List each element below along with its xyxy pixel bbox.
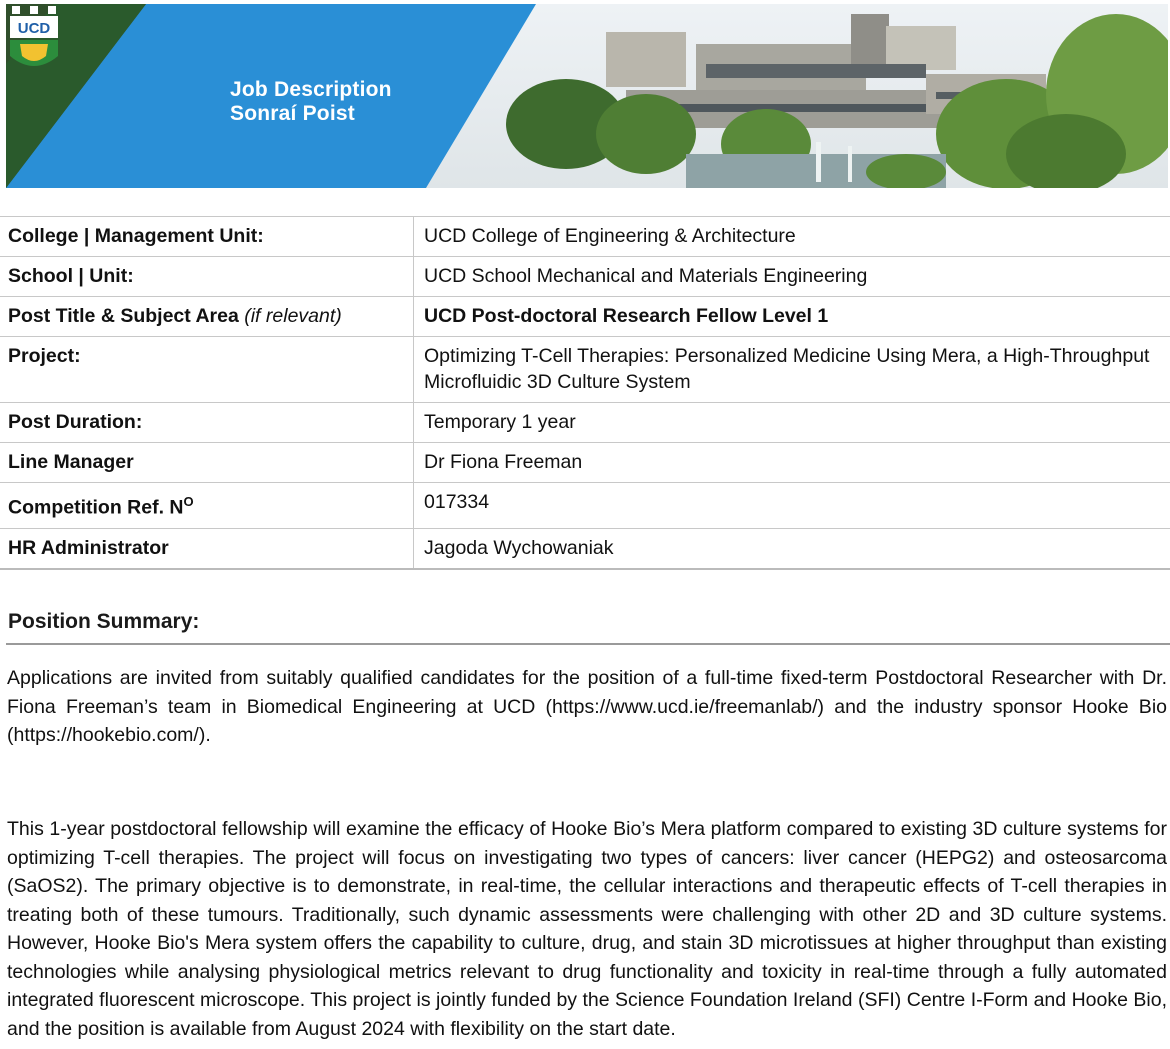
row-value: Temporary 1 year xyxy=(414,403,1170,443)
table-row xyxy=(0,443,1170,483)
row-value: Jagoda Wychowaniak xyxy=(414,528,1170,569)
table-row xyxy=(0,403,1170,443)
table-row xyxy=(0,217,1170,257)
summary-paragraph-1: Applications are invited from suitably qualified candidates for the position of a full-time fixed-term Postdoctoral Researcher with Dr. Fiona Freeman’s team in Biomedical Engineering at UCD (https://www.ucd.ie/freemanlab/) and the industry sponsor Hooke Bio (https://hookebio.com/). xyxy=(7,667,1167,746)
section-divider xyxy=(6,643,1170,645)
row-value: Dr Fiona Freeman xyxy=(414,443,1170,483)
campus-photo xyxy=(6,4,1168,188)
job-info-table xyxy=(0,216,1170,570)
ucd-crest-icon xyxy=(6,4,62,76)
post-title-label: Post Title & Subject Area xyxy=(8,305,239,327)
row-label: Project: xyxy=(0,337,414,403)
row-label: School | Unit: xyxy=(0,257,414,297)
table-row xyxy=(0,528,1170,569)
table-row xyxy=(0,257,1170,297)
table-row xyxy=(0,297,1170,337)
table-row xyxy=(0,337,1170,403)
row-value: UCD College of Engineering & Architecture xyxy=(414,217,1170,257)
banner-title-en: Job Description xyxy=(230,78,392,101)
row-label: HR Administrator xyxy=(0,528,414,569)
competition-ref-sup: O xyxy=(183,494,194,509)
crest-text: UCD xyxy=(17,20,51,37)
row-value: UCD School Mechanical and Materials Engineering xyxy=(414,257,1170,297)
row-label: College | Management Unit: xyxy=(0,217,414,257)
summary-paragraph-2: This 1-year postdoctoral fellowship will examine the efficacy of Hooke Bio’s Mera platform compared to existing 3D culture systems for optimizing T-cell therapies. The project will focus on investigating two types of cancers: liver cancer (HEPG2) and osteosarcoma (SaOS2). The primary objective is to demonstrate, in real-time, the cellular interactions and therapeutic effects of T-cell therapies in treating both of these tumours. Traditionally, such dynamic assessments were challenging with other 2D and 3D culture systems. However, Hooke Bio's Mera system offers the capability to culture, drug, and stain 3D microtissues at higher throughput than existing technologies while analysing physiological metrics relevant to drug functionality and toxicity in real-time through a fully automated integrated fluorescent microscope. This project is jointly funded by the Science Foundation Ireland (SFI) Centre I-Form and Hooke Bio, and the position is available from August 2024 with flexibility on the start date. xyxy=(7,818,1167,1040)
row-label: Post Duration: xyxy=(0,403,414,443)
row-label: Line Manager xyxy=(0,443,414,483)
table-row xyxy=(0,483,1170,529)
position-summary-title: Position Summary: xyxy=(8,610,200,633)
banner-title-ga: Sonraí Poist xyxy=(230,102,355,125)
post-title-note: (if relevant) xyxy=(244,305,342,327)
row-label xyxy=(0,297,414,337)
row-label xyxy=(0,483,414,529)
row-value: Optimizing T-Cell Therapies: Personalized Medicine Using Mera, a High-Throughput Microfluidic 3D Culture System xyxy=(414,337,1170,403)
header-banner xyxy=(6,4,1168,188)
competition-ref-label: Competition Ref. N xyxy=(8,496,184,519)
banner-title xyxy=(230,78,392,126)
row-value: UCD Post-doctoral Research Fellow Level 1 xyxy=(414,297,1170,337)
row-value: 017334 xyxy=(414,483,1170,529)
